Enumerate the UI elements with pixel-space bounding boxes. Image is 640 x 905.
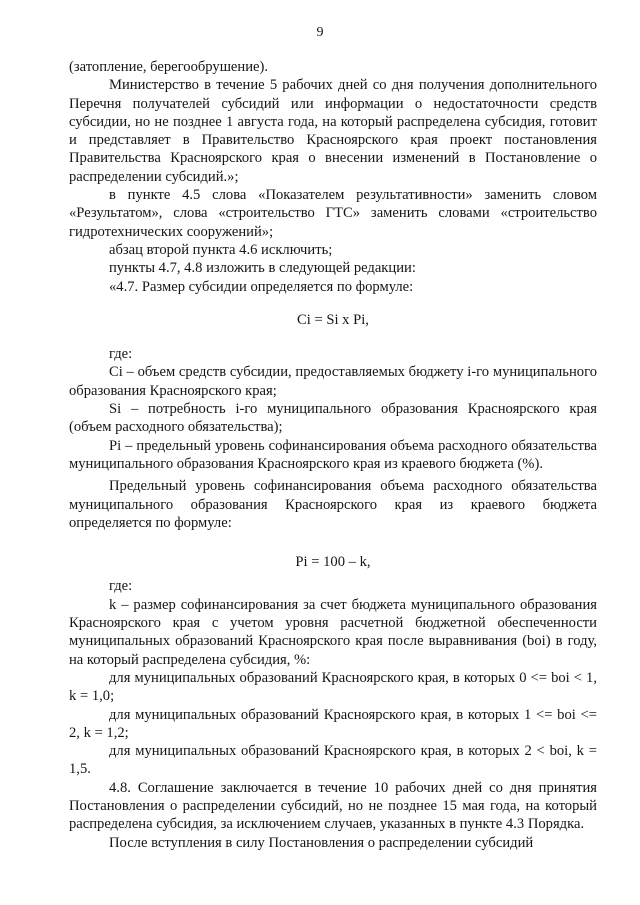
page-number: 9 <box>316 25 324 40</box>
definition-k: k – размер софинансирования за счет бюджета муниципального образования Красноярского края с учетом уровня расчетной бюджетной обеспеченности муниципальных образований Красноярского края после выравнивания (boi) в году, на который распределена субсидия, %: <box>69 596 597 668</box>
paragraph-ministry-deadline: Министерство в течение 5 рабочих дней со дня получения дополнительного Перечня получателей субсидий или информации о недостаточности средств субсидии, но не позднее 1 августа года, на который распределена субсидия, готовит и представляет в Правительство Красноярского края проект постановления Правительства Красноярского края о внесении изменений в Постановление о распределении субсидий.»; <box>69 77 597 185</box>
paragraph-amend-4-7-4-8: пункты 4.7, 4.8 изложить в следующей редакции: <box>109 260 416 277</box>
paragraph-after-entry-into-force: После вступления в силу Постановления о распределении субсидий <box>109 834 534 851</box>
paragraph-4-8-agreement: 4.8. Соглашение заключается в течение 10 рабочих дней со дня принятия Постановления о распределении субсидий, но не позднее 15 мая года, на который распределена субсидия, за исключением случаев, указанных в пункте 4.3 Порядка. <box>69 779 597 833</box>
formula-subsidy: Ci = Si x Pi, <box>297 311 369 328</box>
case-k-1-0: для муниципальных образований Красноярского края, в которых 0 <= boi < 1, k = 1,0; <box>69 669 597 705</box>
paragraph-amend-4-5: в пункте 4.5 слова «Показателем результативности» заменить словом «Результатом», слова «строительство ГТС» заменить словами «строительство гидротехнических сооружений»; <box>69 187 597 240</box>
definition-si: Si – потребность i-го муниципального образования Красноярского края (объем расходного обязательства); <box>69 401 597 436</box>
paragraph-4-7-intro: «4.7. Размер субсидии определяется по формуле: <box>109 278 414 295</box>
case-k-1-2: для муниципальных образований Красноярского края, в которых 1 <= boi <= 2, k = 1,2; <box>69 706 597 741</box>
case-k-1-5: для муниципальных образований Красноярского края, в которых 2 < boi, k = 1,5. <box>69 743 597 778</box>
formula-cofinancing: Pi = 100 – k, <box>295 554 371 571</box>
definition-pi: Pi – предельный уровень софинансирования объема расходного обязательства муниципального образования Красноярского края из краевого бюджета (%). <box>69 437 597 472</box>
paragraph-amend-4-6: абзац второй пункта 4.6 исключить; <box>109 241 333 258</box>
where-label: где: <box>109 578 133 595</box>
where-label: где: <box>109 346 133 363</box>
document-body <box>69 58 597 852</box>
definition-ci: Ci – объем средств субсидии, предоставляемых бюджету i-го муниципального образования Красноярского края; <box>69 364 597 399</box>
paragraph-cofinancing-level: Предельный уровень софинансирования объема расходного обязательства муниципального образования Красноярского края из краевого бюджета определяется по формуле: <box>69 478 597 531</box>
paragraph-continuation: (затопление, берегообрушение). <box>69 59 269 75</box>
